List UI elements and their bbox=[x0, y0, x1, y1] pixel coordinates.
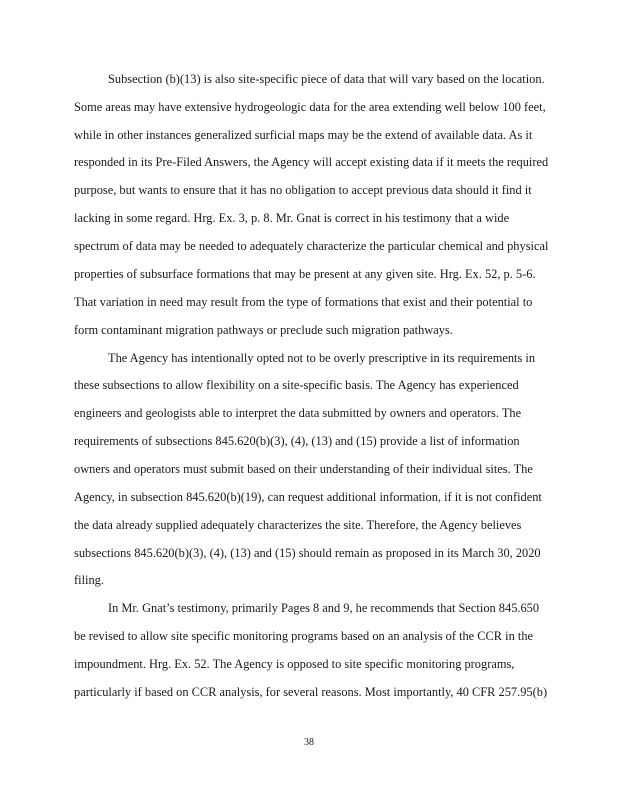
paragraph-line: particularly if based on CCR analysis, for several reasons. Most importantly, 40 CFR 257.95(b) bbox=[74, 685, 548, 699]
paragraph-line: properties of subsurface formations that may be present at any given site. Hrg. Ex. 52, p. 5-6. bbox=[74, 267, 536, 281]
paragraph-line: purpose, but wants to ensure that it has no obligation to accept previous data should it find it bbox=[74, 183, 532, 197]
paragraph-line: the data already supplied adequately characterizes the site. Therefore, the Agency believes bbox=[74, 518, 522, 532]
paragraph-line: requirements of subsections 845.620(b)(3), (4), (13) and (15) provide a list of information bbox=[74, 434, 520, 448]
paragraph-line: In Mr. Gnat’s testimony, primarily Pages 8 and 9, he recommends that Section 845.650 bbox=[108, 601, 540, 615]
paragraph-line: Agency, in subsection 845.620(b)(19), can request additional information, if it is not confident bbox=[74, 490, 542, 504]
paragraph-line: these subsections to allow flexibility on a site-specific basis. The Agency has experienced bbox=[74, 378, 519, 392]
paragraph-line: engineers and geologists able to interpret the data submitted by owners and operators. The bbox=[74, 406, 522, 420]
paragraph-line: filing. bbox=[74, 573, 104, 587]
paragraph-line: be revised to allow site specific monitoring programs based on an analysis of the CCR in the bbox=[74, 629, 534, 643]
paragraph-line: spectrum of data may be needed to adequately characterize the particular chemical and physical bbox=[74, 239, 549, 253]
paragraph-line: subsections 845.620(b)(3), (4), (13) and (15) should remain as proposed in its March 30, 2020 bbox=[74, 546, 541, 560]
paragraph-line: impoundment. Hrg. Ex. 52. The Agency is opposed to site specific monitoring programs, bbox=[74, 657, 515, 671]
paragraph-line: responded in its Pre-Filed Answers, the Agency will accept existing data if it meets the required bbox=[74, 155, 549, 169]
paragraph-line: owners and operators must submit based on their understanding of their individual sites. The bbox=[74, 462, 533, 476]
page-number: 38 bbox=[304, 737, 314, 748]
paragraph-line: The Agency has intentionally opted not to be overly prescriptive in its requirements in bbox=[108, 351, 536, 365]
paragraph-line: Subsection (b)(13) is also site-specific piece of data that will vary based on the location. bbox=[108, 72, 545, 86]
paragraph-line: form contaminant migration pathways or preclude such migration pathways. bbox=[74, 323, 453, 337]
paragraph-line: That variation in need may result from the type of formations that exist and their potential to bbox=[74, 295, 533, 309]
paragraph-line: lacking in some regard. Hrg. Ex. 3, p. 8. Mr. Gnat is correct in his testimony that a wide bbox=[74, 211, 510, 225]
paragraph-line: Some areas may have extensive hydrogeologic data for the area extending well below 100 feet, bbox=[74, 100, 546, 114]
paragraph-line: while in other instances generalized surficial maps may be the extend of available data. As it bbox=[74, 128, 533, 142]
